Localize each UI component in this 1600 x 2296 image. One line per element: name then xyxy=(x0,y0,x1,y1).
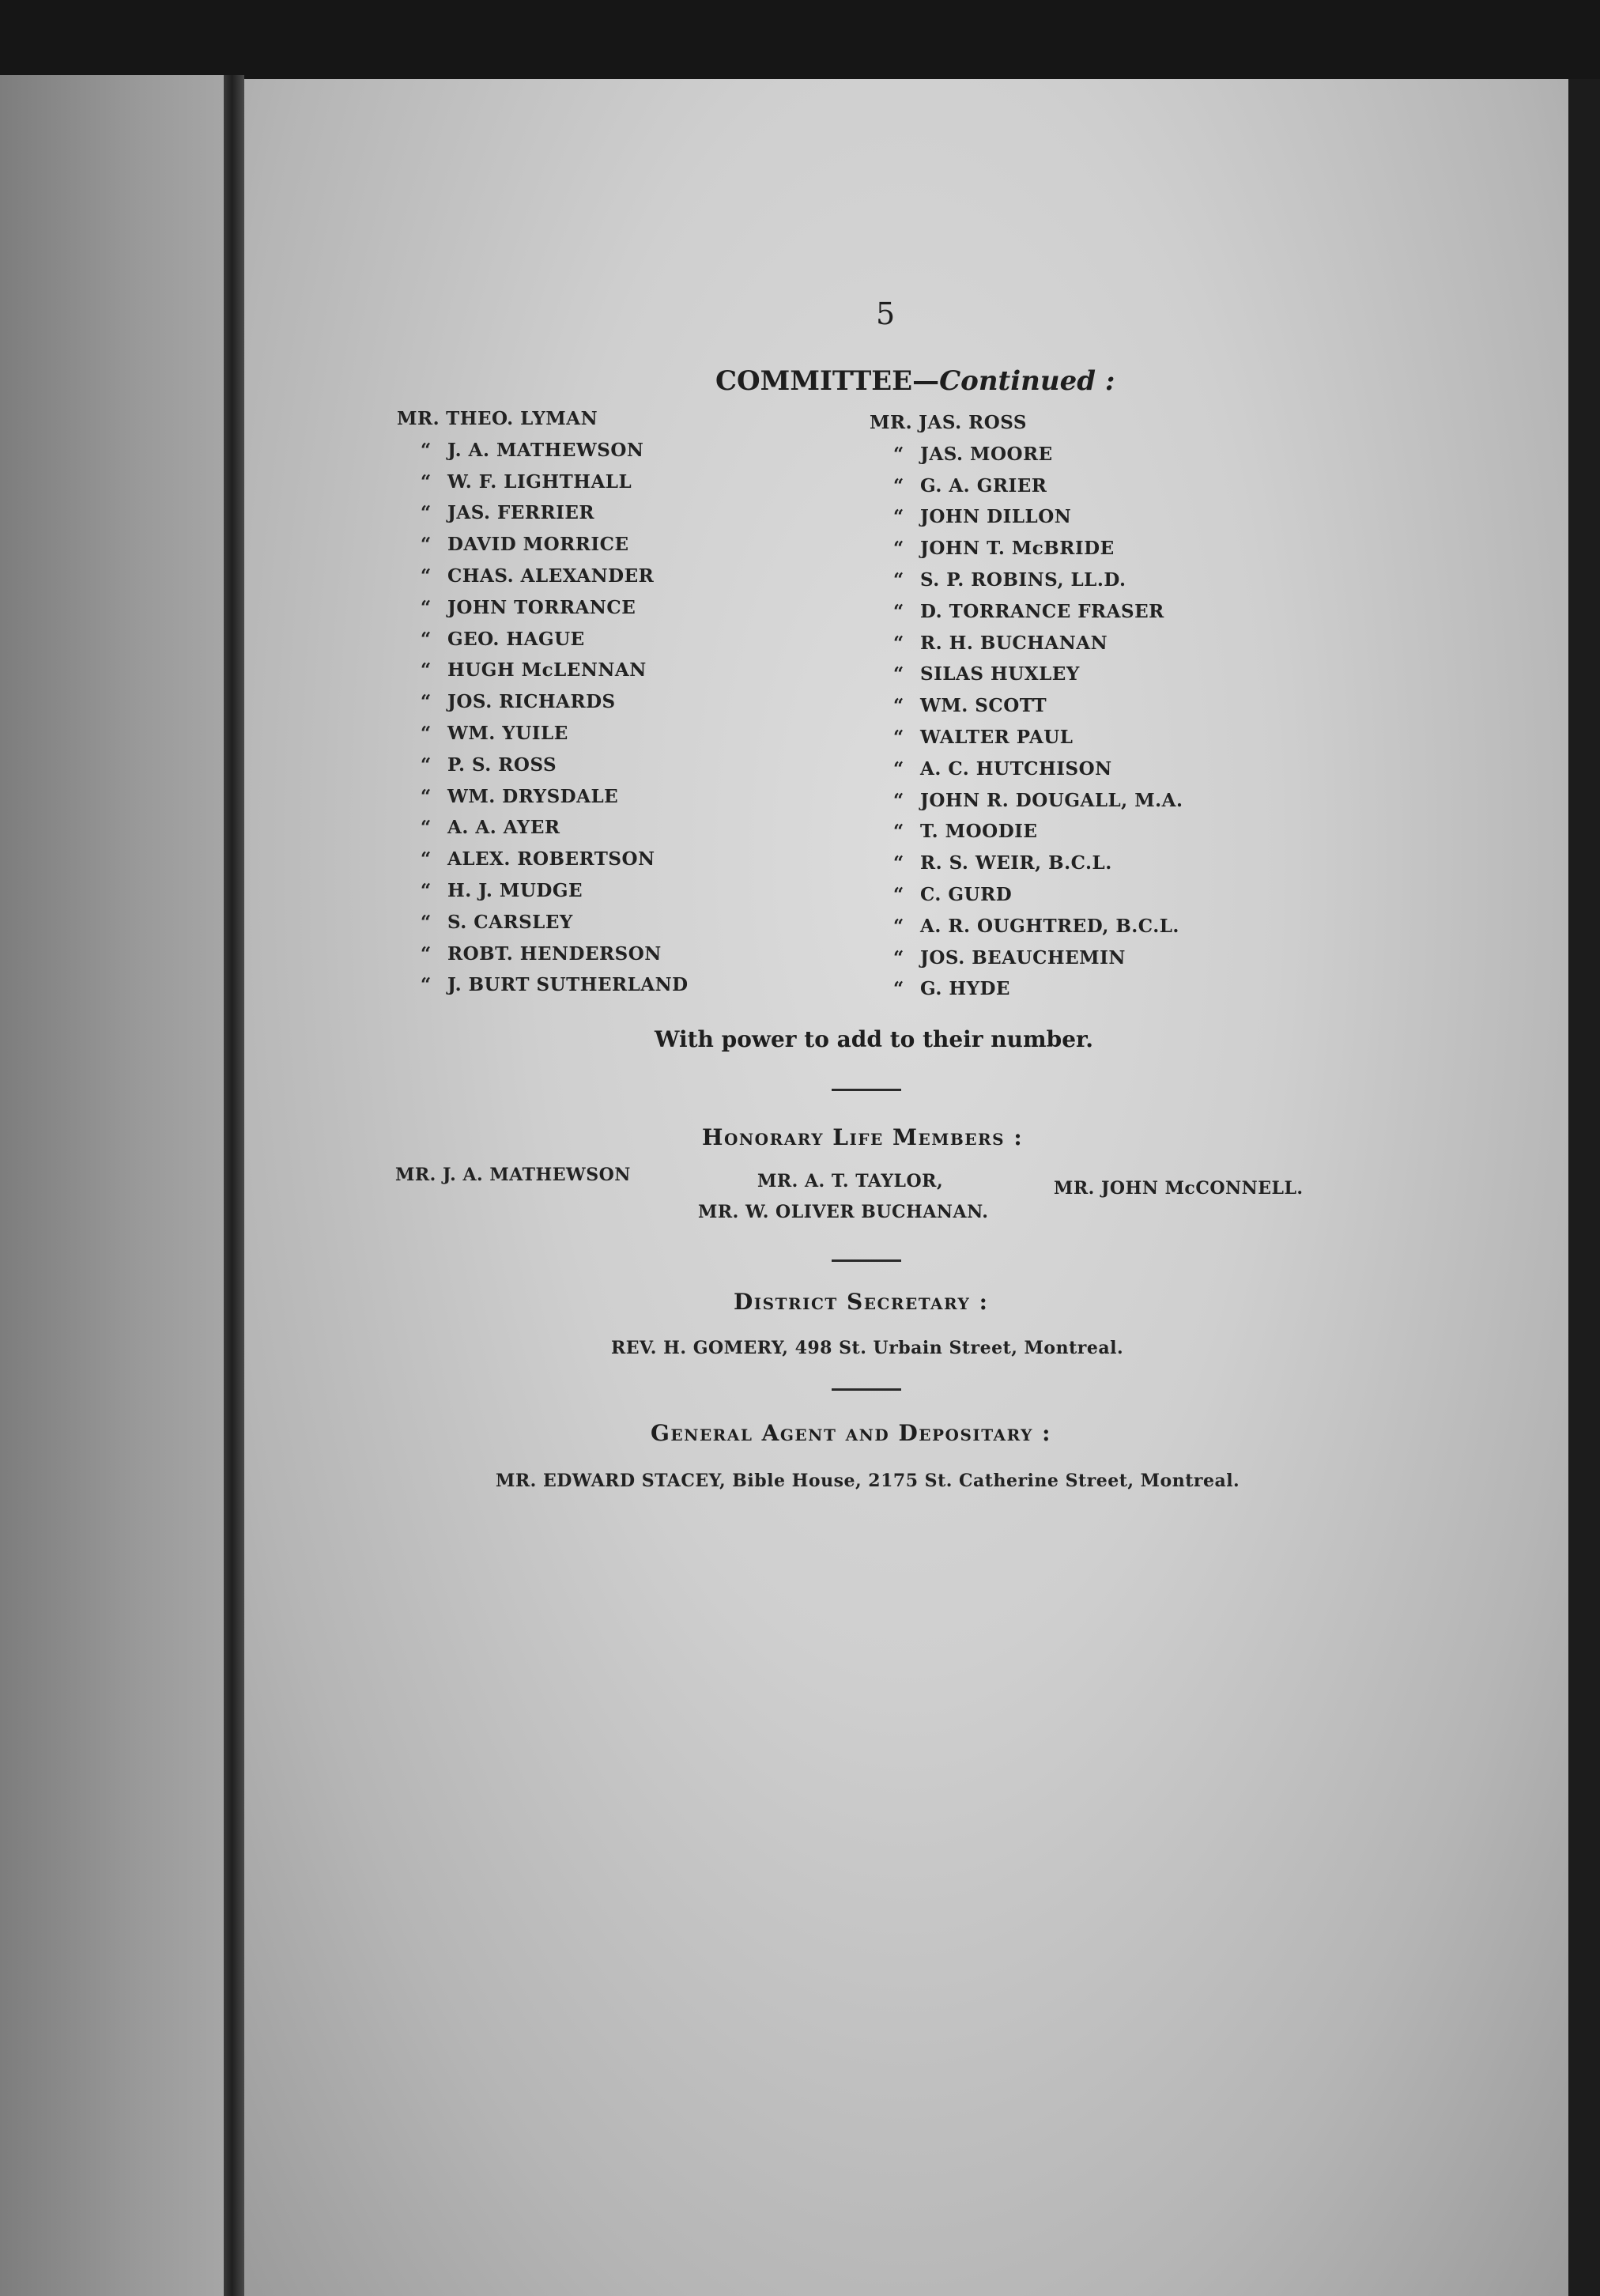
member-name: JOHN DILLON xyxy=(920,506,1072,528)
committee-title-continued: Continued : xyxy=(939,365,1115,397)
divider-rule xyxy=(832,1259,901,1262)
committee-left-column xyxy=(397,403,689,1001)
committee-member xyxy=(893,722,1183,753)
member-prefix: “ xyxy=(893,883,904,905)
scan-right-edge xyxy=(1568,79,1600,2296)
committee-member xyxy=(893,848,1183,879)
member-prefix: “ xyxy=(893,821,904,843)
power-note: With power to add to their number. xyxy=(655,1026,1093,1052)
member-prefix: “ xyxy=(421,942,432,965)
committee-member xyxy=(893,659,1183,690)
member-name: S. P. ROBINS, LL.D. xyxy=(920,568,1126,591)
district-secretary-line: REV. H. GOMERY, 498 St. Urbain Street, Montreal. xyxy=(611,1338,1124,1358)
honorary-member: MR. A. T. TAYLOR, xyxy=(757,1171,944,1191)
member-prefix: “ xyxy=(421,596,432,618)
committee-member xyxy=(893,785,1183,817)
member-prefix: “ xyxy=(893,946,904,969)
member-prefix: “ xyxy=(421,502,432,524)
member-prefix: “ xyxy=(893,789,904,811)
honorary-member: MR. W. OLIVER BUCHANAN. xyxy=(698,1202,989,1222)
member-prefix: “ xyxy=(421,817,432,839)
committee-title: COMMITTEE— xyxy=(715,365,940,397)
facing-page xyxy=(0,75,237,2296)
committee-member xyxy=(421,497,689,529)
member-name: JOHN R. DOUGALL, M.A. xyxy=(920,789,1183,811)
member-name: JOHN TORRANCE xyxy=(447,596,636,618)
committee-member xyxy=(421,907,689,938)
book-spine xyxy=(224,75,244,2296)
committee-member xyxy=(421,655,689,686)
member-prefix: “ xyxy=(893,600,904,622)
member-name: CHAS. ALEXANDER xyxy=(447,565,655,587)
member-name: J. BURT SUTHERLAND xyxy=(447,974,689,996)
member-prefix: “ xyxy=(421,439,432,461)
divider-rule xyxy=(832,1089,901,1091)
member-name: JAS. MOORE xyxy=(920,443,1053,465)
committee-member xyxy=(893,439,1183,470)
honorary-member: MR. J. A. MATHEWSON xyxy=(395,1165,631,1185)
member-name: WM. DRYSDALE xyxy=(447,785,619,807)
member-name: J. A. MATHEWSON xyxy=(447,439,644,461)
committee-heading xyxy=(715,365,1115,397)
committee-member xyxy=(421,938,689,970)
member-prefix: “ xyxy=(893,726,904,748)
member-name: JOS. RICHARDS xyxy=(447,691,616,713)
member-name: A. C. HUTCHISON xyxy=(920,757,1112,780)
member-name: H. J. MUDGE xyxy=(447,879,583,901)
committee-right-column xyxy=(870,407,1183,1005)
member-prefix: “ xyxy=(421,974,432,996)
divider-rule xyxy=(832,1388,901,1391)
member-name: G. A. GRIER xyxy=(920,474,1047,497)
member-name: P. S. ROSS xyxy=(447,753,557,776)
member-prefix: “ xyxy=(893,852,904,874)
member-prefix: “ xyxy=(421,534,432,556)
committee-member xyxy=(421,718,689,750)
member-name: R. S. WEIR, B.C.L. xyxy=(920,852,1112,874)
member-prefix: “ xyxy=(893,443,904,465)
member-prefix: “ xyxy=(421,691,432,713)
member-prefix: “ xyxy=(421,628,432,650)
committee-member xyxy=(421,812,689,844)
committee-member xyxy=(421,781,689,813)
committee-member xyxy=(421,435,689,466)
committee-member xyxy=(397,403,689,435)
member-prefix: “ xyxy=(421,879,432,901)
committee-member xyxy=(893,973,1183,1005)
committee-member xyxy=(421,592,689,624)
committee-member xyxy=(421,561,689,592)
member-prefix: “ xyxy=(421,470,432,493)
general-agent-line: MR. EDWARD STACEY, Bible House, 2175 St. Catherine Street, Montreal. xyxy=(496,1471,1240,1491)
member-prefix: “ xyxy=(421,753,432,776)
member-name: S. CARSLEY xyxy=(447,911,573,933)
committee-member xyxy=(421,624,689,655)
member-prefix: “ xyxy=(421,659,432,682)
member-prefix: “ xyxy=(893,663,904,685)
member-name: R. H. BUCHANAN xyxy=(920,632,1108,654)
member-prefix: “ xyxy=(893,474,904,497)
scan-top-edge xyxy=(0,0,1600,79)
committee-member xyxy=(421,969,689,1001)
member-prefix: “ xyxy=(893,757,904,780)
district-secretary-heading: District Secretary : xyxy=(734,1289,989,1315)
member-name: JAS. FERRIER xyxy=(447,502,595,524)
committee-member xyxy=(893,816,1183,848)
member-prefix: MR. xyxy=(397,408,440,429)
committee-member xyxy=(893,565,1183,596)
member-prefix: “ xyxy=(893,568,904,591)
page-number: 5 xyxy=(876,296,896,331)
committee-member xyxy=(893,533,1183,565)
committee-member xyxy=(421,529,689,561)
member-name: T. MOODIE xyxy=(920,821,1038,843)
honorary-member: MR. JOHN McCONNELL. xyxy=(1054,1178,1304,1199)
member-prefix: “ xyxy=(893,915,904,937)
committee-member xyxy=(893,911,1183,942)
member-prefix: “ xyxy=(893,538,904,560)
member-name: WM. YUILE xyxy=(447,722,568,744)
member-name: G. HYDE xyxy=(920,978,1010,1000)
member-prefix: MR. xyxy=(870,412,913,433)
committee-member xyxy=(893,596,1183,628)
member-name: ROBT. HENDERSON xyxy=(447,942,662,965)
member-prefix: “ xyxy=(893,695,904,717)
member-prefix: “ xyxy=(893,506,904,528)
member-prefix: “ xyxy=(893,632,904,654)
committee-member xyxy=(421,750,689,781)
member-prefix: “ xyxy=(421,722,432,744)
member-name: JAS. ROSS xyxy=(919,412,1027,433)
member-name: C. GURD xyxy=(920,883,1013,905)
member-name: WALTER PAUL xyxy=(920,726,1074,748)
member-name: GEO. HAGUE xyxy=(447,628,585,650)
general-agent-heading: General Agent and Depositary : xyxy=(651,1420,1051,1446)
member-name: THEO. LYMAN xyxy=(446,408,598,429)
committee-member xyxy=(870,407,1183,439)
member-name: ALEX. ROBERTSON xyxy=(447,848,655,870)
member-prefix: “ xyxy=(421,911,432,933)
committee-member xyxy=(421,875,689,907)
committee-member xyxy=(893,753,1183,785)
committee-member xyxy=(893,879,1183,911)
member-name: WM. SCOTT xyxy=(920,695,1047,717)
member-name: SILAS HUXLEY xyxy=(920,663,1080,685)
member-name: D. TORRANCE FRASER xyxy=(920,600,1164,622)
committee-member xyxy=(893,628,1183,659)
committee-member xyxy=(893,470,1183,502)
member-name: JOHN T. McBRIDE xyxy=(920,538,1115,560)
member-name: JOS. BEAUCHEMIN xyxy=(920,946,1126,969)
honorary-members-heading: Honorary Life Members : xyxy=(702,1124,1024,1150)
committee-member xyxy=(893,942,1183,974)
member-name: A. A. AYER xyxy=(447,817,560,839)
committee-member xyxy=(421,844,689,875)
committee-member xyxy=(893,690,1183,722)
member-name: HUGH McLENNAN xyxy=(447,659,647,682)
member-prefix: “ xyxy=(893,978,904,1000)
member-prefix: “ xyxy=(421,848,432,870)
member-name: DAVID MORRICE xyxy=(447,534,629,556)
member-name: W. F. LIGHTHALL xyxy=(447,470,632,493)
member-name: A. R. OUGHTRED, B.C.L. xyxy=(920,915,1179,937)
member-prefix: “ xyxy=(421,565,432,587)
member-prefix: “ xyxy=(421,785,432,807)
committee-member xyxy=(421,466,689,498)
committee-member xyxy=(421,686,689,718)
committee-member xyxy=(893,501,1183,533)
